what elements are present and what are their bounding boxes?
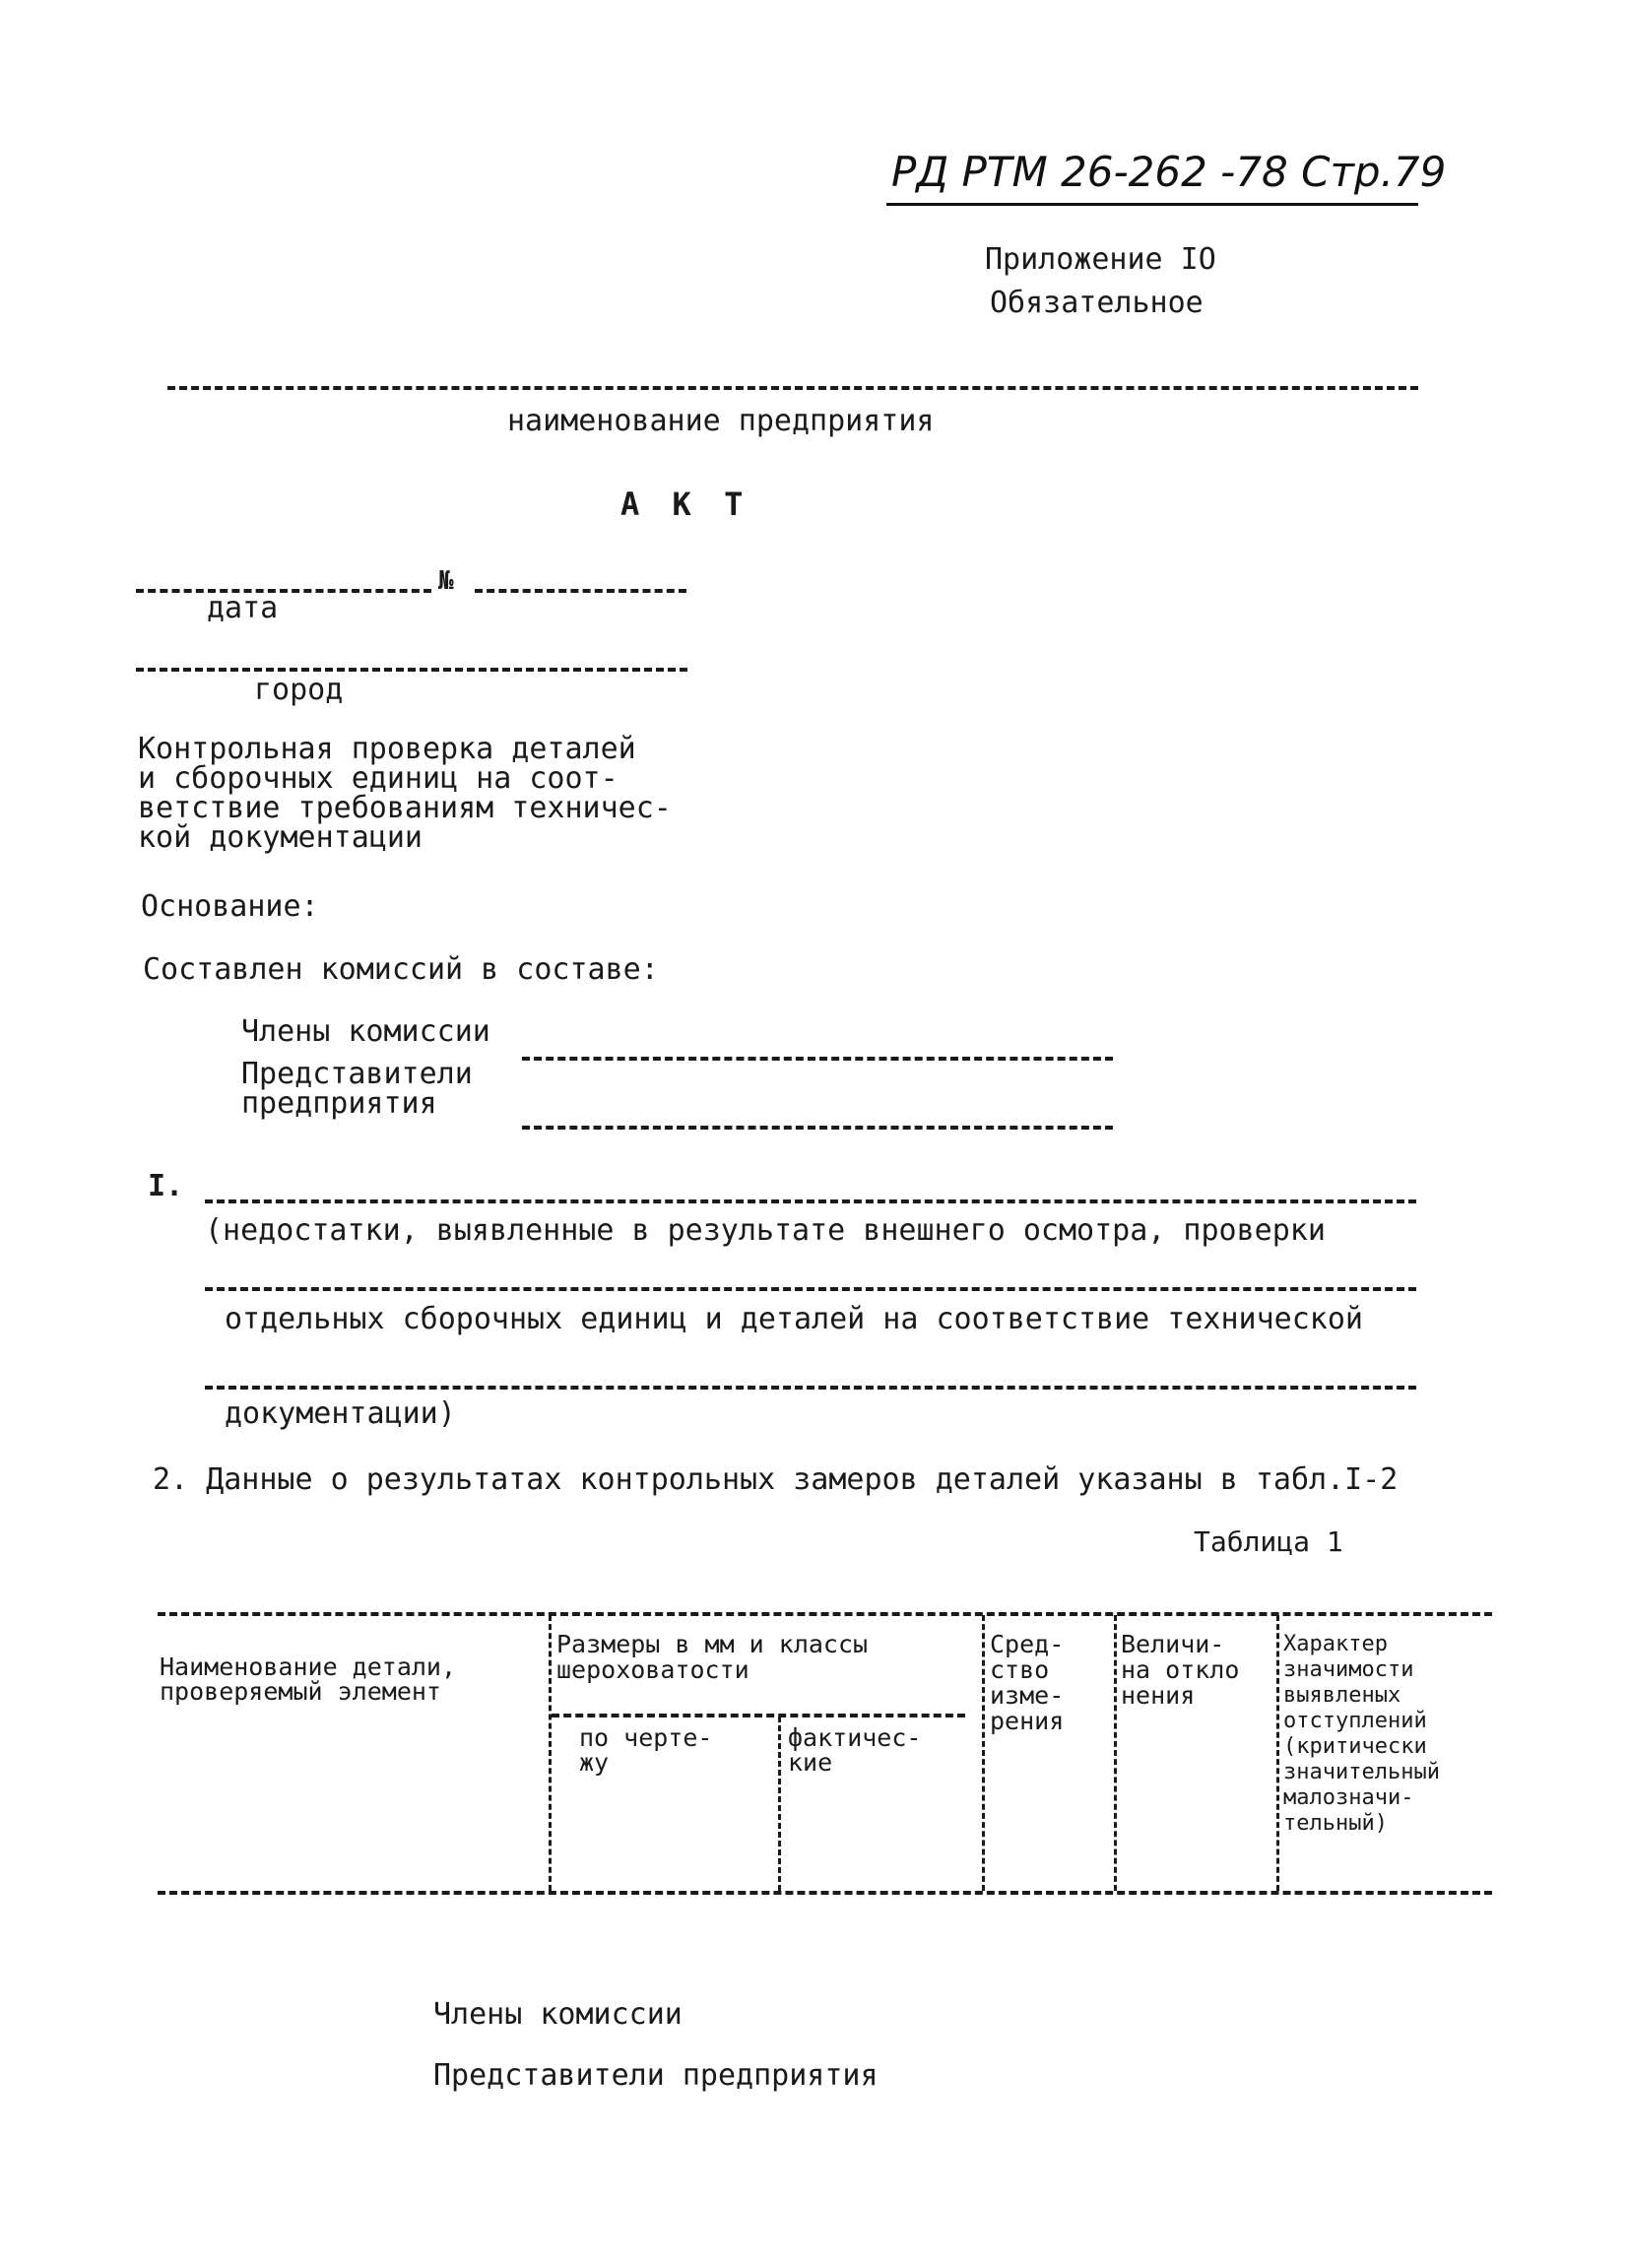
col-header-sizes-1: Размеры в мм и классы xyxy=(556,1630,869,1658)
basis-label: Основание: xyxy=(141,889,319,924)
mandatory-label: Обязательное xyxy=(990,286,1204,320)
signature-members-label: Члены комиссии xyxy=(433,1997,683,2032)
representatives-label-2: предприятия xyxy=(241,1086,437,1121)
document-reference: РД РТМ 26-262 -78 Стр.79 xyxy=(891,148,1447,196)
representatives-label-1: Представители xyxy=(241,1057,473,1091)
col-header-name-2: проверяемый элемент xyxy=(160,1677,441,1706)
number-sign: № xyxy=(438,566,454,596)
col-header-deviation-3: нения xyxy=(1121,1681,1196,1710)
item-1-note-3: документации) xyxy=(225,1396,456,1431)
col-header-deviation-1: Величи- xyxy=(1121,1630,1225,1658)
members-label: Члены комиссии xyxy=(241,1014,490,1049)
item-1-note-2: отдельных сборочных единиц и деталей на соответствие технической xyxy=(225,1302,1363,1336)
col-header-nature-1: Характер xyxy=(1283,1632,1388,1656)
col-header-instrument-2: ство xyxy=(990,1655,1050,1684)
col-header-nature-2: значимости xyxy=(1283,1657,1414,1682)
table-divider-1 xyxy=(549,1615,552,1891)
number-line xyxy=(475,589,686,593)
document-reference-underline xyxy=(886,203,1418,206)
col-header-sizes-2: шероховатости xyxy=(556,1655,749,1684)
col-header-nature-3: выявленых xyxy=(1283,1683,1401,1708)
table-divider-3 xyxy=(982,1615,985,1891)
intro-line-2: и сборочных единиц на соот- xyxy=(138,761,619,796)
col-header-actual-2: кие xyxy=(788,1748,833,1777)
city-caption: город xyxy=(254,673,344,707)
col-header-drawing-2: жу xyxy=(579,1748,610,1777)
item-2-text: 2. Данные о результатах контрольных замеров деталей указаны в табл.I-2 xyxy=(153,1462,1399,1497)
col-header-drawing-1: по черте- xyxy=(579,1723,713,1752)
item-1-line-3 xyxy=(205,1386,1416,1390)
item-1-number: I. xyxy=(148,1169,184,1203)
col-header-nature-8: тельный) xyxy=(1283,1811,1388,1836)
signature-representatives-label: Представители предприятия xyxy=(433,2058,879,2093)
intro-line-1: Контрольная проверка деталей xyxy=(138,732,636,766)
table-divider-2 xyxy=(778,1717,781,1891)
item-1-line-1 xyxy=(205,1199,1416,1203)
table-caption: Таблица 1 xyxy=(1194,1525,1343,1558)
col-header-nature-7: малозначи- xyxy=(1283,1785,1414,1810)
col-header-nature-4: отступлений xyxy=(1283,1709,1427,1733)
intro-line-3: ветствие требованиям техничес- xyxy=(138,791,672,825)
enterprise-caption: наименование предприятия xyxy=(507,404,935,438)
date-line xyxy=(136,589,431,593)
date-caption: дата xyxy=(207,591,279,625)
col-header-name-1: Наименование детали, xyxy=(160,1652,457,1681)
item-1-line-2 xyxy=(205,1287,1416,1291)
col-header-actual-1: фактичес- xyxy=(788,1723,922,1752)
table-divider-5 xyxy=(1276,1615,1279,1891)
appendix-label: Приложение IO xyxy=(985,242,1216,277)
members-line xyxy=(522,1057,1113,1061)
enterprise-name-line xyxy=(167,386,1418,390)
col-header-nature-5: (критически xyxy=(1283,1734,1427,1759)
col-header-nature-6: значительный xyxy=(1283,1760,1440,1784)
commission-composition-label: Составлен комиссий в составе: xyxy=(143,952,659,987)
col-header-deviation-2: на откло xyxy=(1121,1655,1240,1684)
col-header-instrument-3: изме- xyxy=(990,1681,1065,1710)
col-header-instrument-1: Сред- xyxy=(990,1630,1065,1658)
col-header-instrument-4: рения xyxy=(990,1707,1065,1735)
table-top-border xyxy=(158,1612,1492,1616)
representatives-line xyxy=(522,1126,1113,1130)
table-divider-4 xyxy=(1114,1615,1117,1891)
table-subheader-border xyxy=(552,1714,965,1717)
document-title: А К Т xyxy=(620,486,744,523)
intro-line-4: кой документации xyxy=(138,820,423,855)
city-line xyxy=(136,668,687,672)
table-bottom-border xyxy=(158,1891,1492,1895)
item-1-note-1: (недостатки, выявленные в результате внешнего осмотра, проверки xyxy=(205,1213,1326,1248)
